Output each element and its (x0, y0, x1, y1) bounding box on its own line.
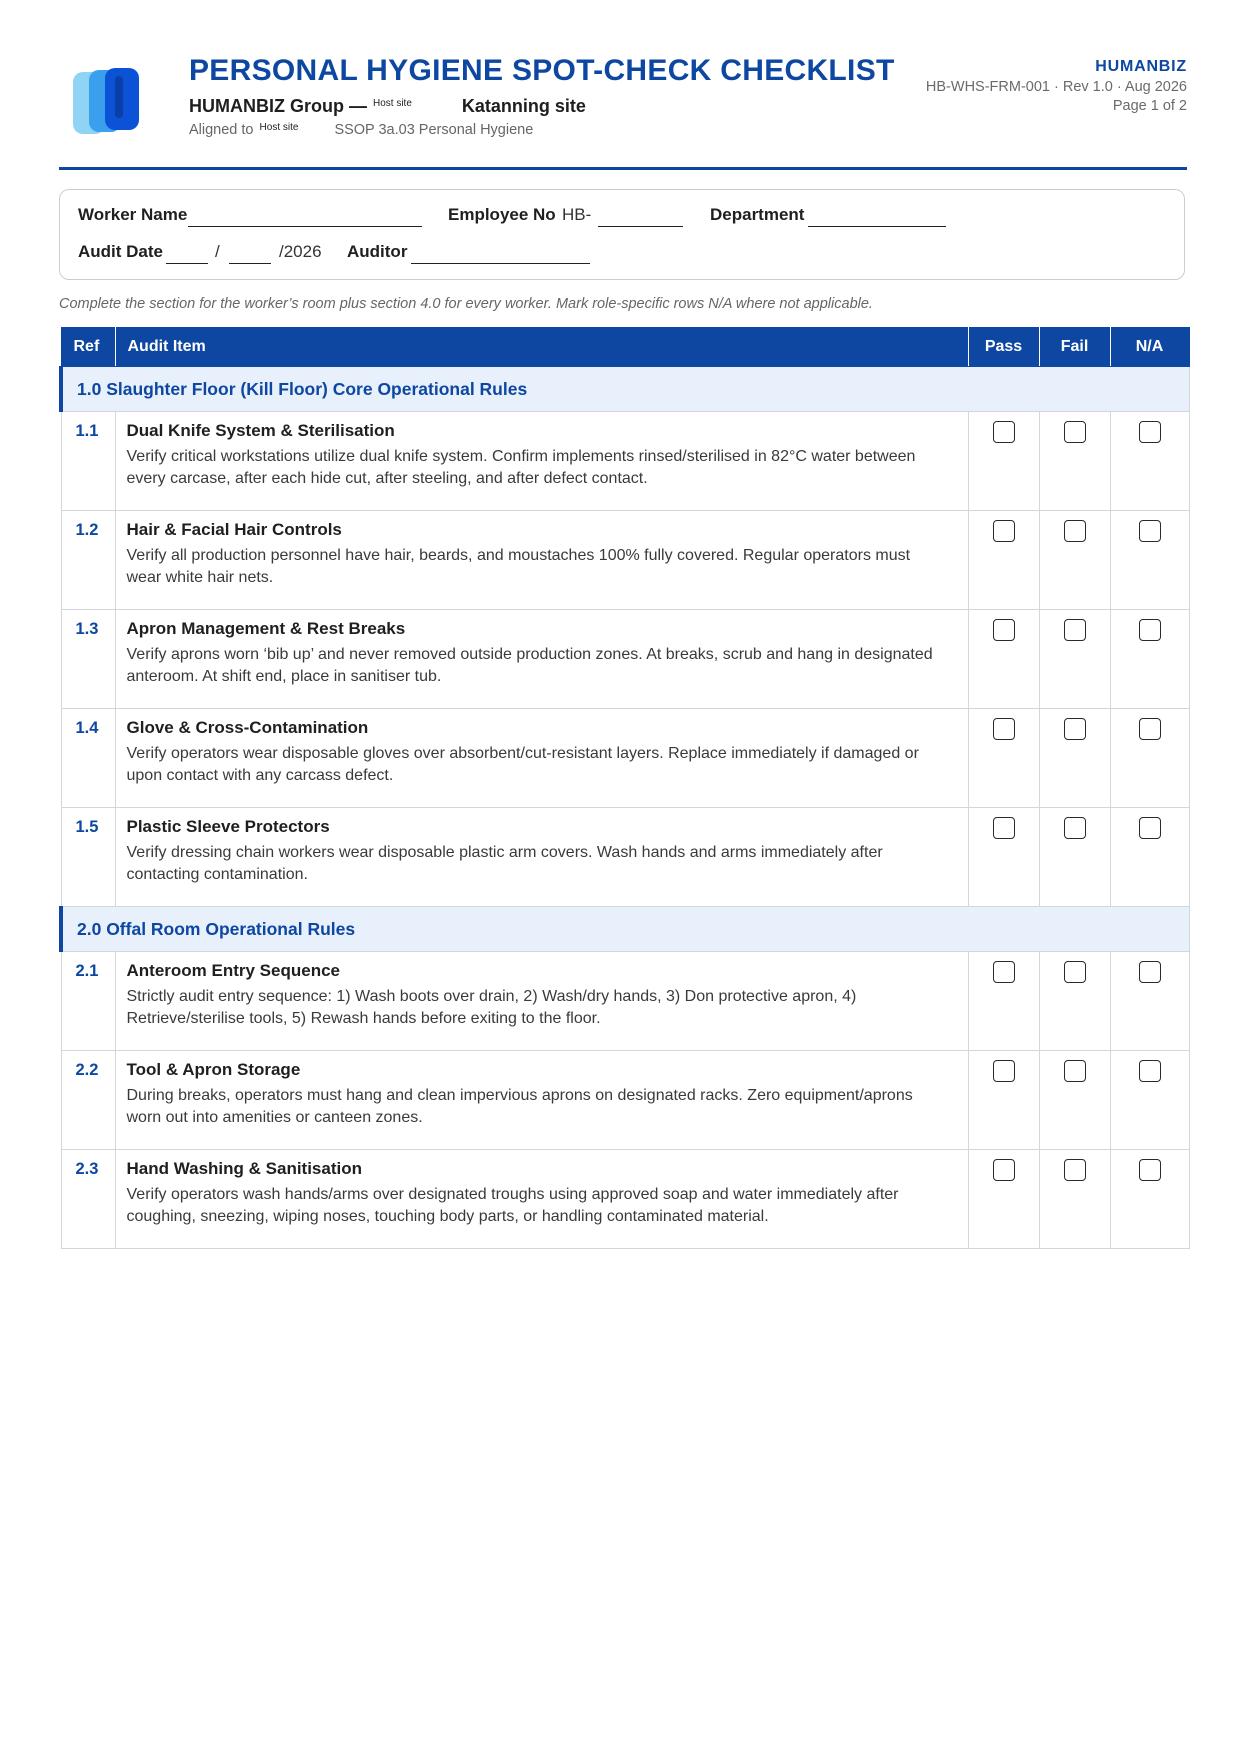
worker-name-label: Worker Name (78, 205, 188, 224)
site-line (189, 96, 586, 117)
group-name: HUMANBIZ Group — (189, 96, 367, 116)
table-row (61, 1150, 1189, 1249)
document-header (59, 0, 1187, 172)
item-description: Verify critical workstations utilize dual knife system. Confirm implements rinsed/sterilised in 82°C water between every carcase, after each hide cut, after steeling, and after defect contact. (126, 448, 916, 487)
pass-checkbox[interactable] (993, 1060, 1015, 1082)
header-fail: Fail (1039, 328, 1110, 367)
item-ref: 1.4 (61, 709, 115, 808)
instruction-text: Complete the section for the worker’s room plus section 4.0 for every worker. Mark role-specific rows N/A where not applicable. (59, 296, 873, 312)
na-checkbox[interactable] (1139, 619, 1161, 641)
audit-month-field[interactable] (229, 263, 271, 264)
na-checkbox[interactable] (1139, 1060, 1161, 1082)
item-ref: 2.2 (61, 1051, 115, 1150)
item-description: Verify operators wear disposable gloves over absorbent/cut-resistant layers. Replace immediately if damaged or upon contact with any carcass defect. (126, 745, 919, 784)
table-row (61, 511, 1189, 610)
department-field[interactable] (808, 226, 946, 227)
table-row (61, 1051, 1189, 1150)
item-title: Apron Management & Rest Breaks (126, 619, 406, 638)
item-description: Verify all production personnel have hair, beards, and moustaches 100% fully covered. Regular operators must wear white hair nets. (126, 547, 911, 586)
section-header: 1.0 Slaughter Floor (Kill Floor) Core Operational Rules (61, 367, 1189, 412)
host-site-tag: Host site (372, 98, 412, 109)
employee-no-field[interactable] (598, 226, 683, 227)
item-title: Anteroom Entry Sequence (126, 961, 340, 980)
header-pass: Pass (968, 328, 1039, 367)
item-title: Tool & Apron Storage (126, 1060, 301, 1079)
na-checkbox[interactable] (1139, 520, 1161, 542)
header-ref: Ref (61, 328, 115, 367)
aligned-line (189, 122, 533, 138)
brand-block (926, 58, 1187, 114)
aligned-prefix: Aligned to (189, 122, 254, 138)
na-checkbox[interactable] (1139, 718, 1161, 740)
item-title: Dual Knife System & Sterilisation (126, 421, 395, 440)
table-row (61, 412, 1189, 511)
item-ref: 1.2 (61, 511, 115, 610)
pass-checkbox[interactable] (993, 961, 1015, 983)
pass-checkbox[interactable] (993, 817, 1015, 839)
brand-name: HUMANBIZ (1095, 58, 1187, 75)
auditor-label: Auditor (347, 242, 408, 261)
na-checkbox[interactable] (1139, 1159, 1161, 1181)
fail-checkbox[interactable] (1064, 421, 1086, 443)
item-description: Verify dressing chain workers wear disposable plastic arm covers. Wash hands and arms immediately after contacting contamination. (126, 844, 883, 883)
table-row (61, 808, 1189, 907)
item-description: Verify aprons worn ‘bib up’ and never removed outside production zones. At breaks, scrub and hang in designated anteroom. At shift end, place in sanitiser tub. (126, 646, 933, 685)
aligned-reference: SSOP 3a.03 Personal Hygiene (334, 122, 534, 138)
worker-name-field[interactable] (188, 226, 422, 227)
document-meta: HB-WHS-FRM-001 · Rev 1.0 · Aug 2026 (925, 79, 1187, 95)
item-description: Strictly audit entry sequence: 1) Wash boots over drain, 2) Wash/dry hands, 3) Don protective apron, 4) Retrieve/sterilise tools, 5) Rewash hands before exiting to the floor. (126, 988, 857, 1027)
item-ref: 2.1 (61, 952, 115, 1051)
table-row (61, 610, 1189, 709)
section-header: 2.0 Offal Room Operational Rules (61, 907, 1189, 952)
date-separator: / (215, 242, 220, 261)
employee-prefix: HB- (562, 205, 592, 224)
pass-checkbox[interactable] (993, 619, 1015, 641)
fail-checkbox[interactable] (1064, 520, 1086, 542)
department-label: Department (710, 205, 805, 224)
item-ref: 1.3 (61, 610, 115, 709)
item-title: Hair & Facial Hair Controls (126, 520, 342, 539)
fail-checkbox[interactable] (1064, 718, 1086, 740)
site-name: Katanning site (461, 96, 586, 116)
item-ref: 2.3 (61, 1150, 115, 1249)
na-checkbox[interactable] (1139, 421, 1161, 443)
item-title: Hand Washing & Sanitisation (126, 1159, 362, 1178)
pass-checkbox[interactable] (993, 520, 1015, 542)
audit-year: /2026 (279, 242, 322, 261)
item-title: Plastic Sleeve Protectors (126, 817, 330, 836)
table-header-row (61, 328, 1189, 367)
item-ref: 1.1 (61, 412, 115, 511)
pass-checkbox[interactable] (993, 421, 1015, 443)
header-divider (59, 167, 1187, 170)
fail-checkbox[interactable] (1064, 961, 1086, 983)
fail-checkbox[interactable] (1064, 1159, 1086, 1181)
audit-day-field[interactable] (166, 263, 208, 264)
item-description: During breaks, operators must hang and clean impervious aprons on designated racks. Zero equipment/aprons worn out into amenities or canteen zones. (126, 1087, 913, 1126)
audit-date-label: Audit Date (78, 242, 163, 261)
fail-checkbox[interactable] (1064, 619, 1086, 641)
humanbiz-logo-icon (69, 66, 153, 142)
fail-checkbox[interactable] (1064, 1060, 1086, 1082)
table-row (61, 952, 1189, 1051)
item-description: Verify operators wash hands/arms over designated troughs using approved soap and water immediately after coughing, sneezing, wiping noses, touching body parts, or handling contaminated material. (126, 1186, 899, 1225)
pass-checkbox[interactable] (993, 718, 1015, 740)
na-checkbox[interactable] (1139, 961, 1161, 983)
employee-no-label: Employee No (448, 205, 556, 224)
header-na: N/A (1110, 328, 1189, 367)
item-ref: 1.5 (61, 808, 115, 907)
table-row (61, 709, 1189, 808)
checklist-page (59, 0, 1187, 1225)
auditor-field[interactable] (411, 263, 590, 264)
item-title: Glove & Cross-Contamination (126, 718, 369, 737)
fail-checkbox[interactable] (1064, 817, 1086, 839)
document-title: PERSONAL HYGIENE SPOT-CHECK CHECKLIST (189, 54, 895, 87)
page-number: Page 1 of 2 (1112, 98, 1187, 114)
header-audit-item: Audit Item (115, 328, 968, 367)
aligned-host-tag: Host site (259, 122, 299, 133)
na-checkbox[interactable] (1139, 817, 1161, 839)
pass-checkbox[interactable] (993, 1159, 1015, 1181)
audit-table (59, 327, 1190, 1249)
worker-info-box (59, 189, 1185, 280)
